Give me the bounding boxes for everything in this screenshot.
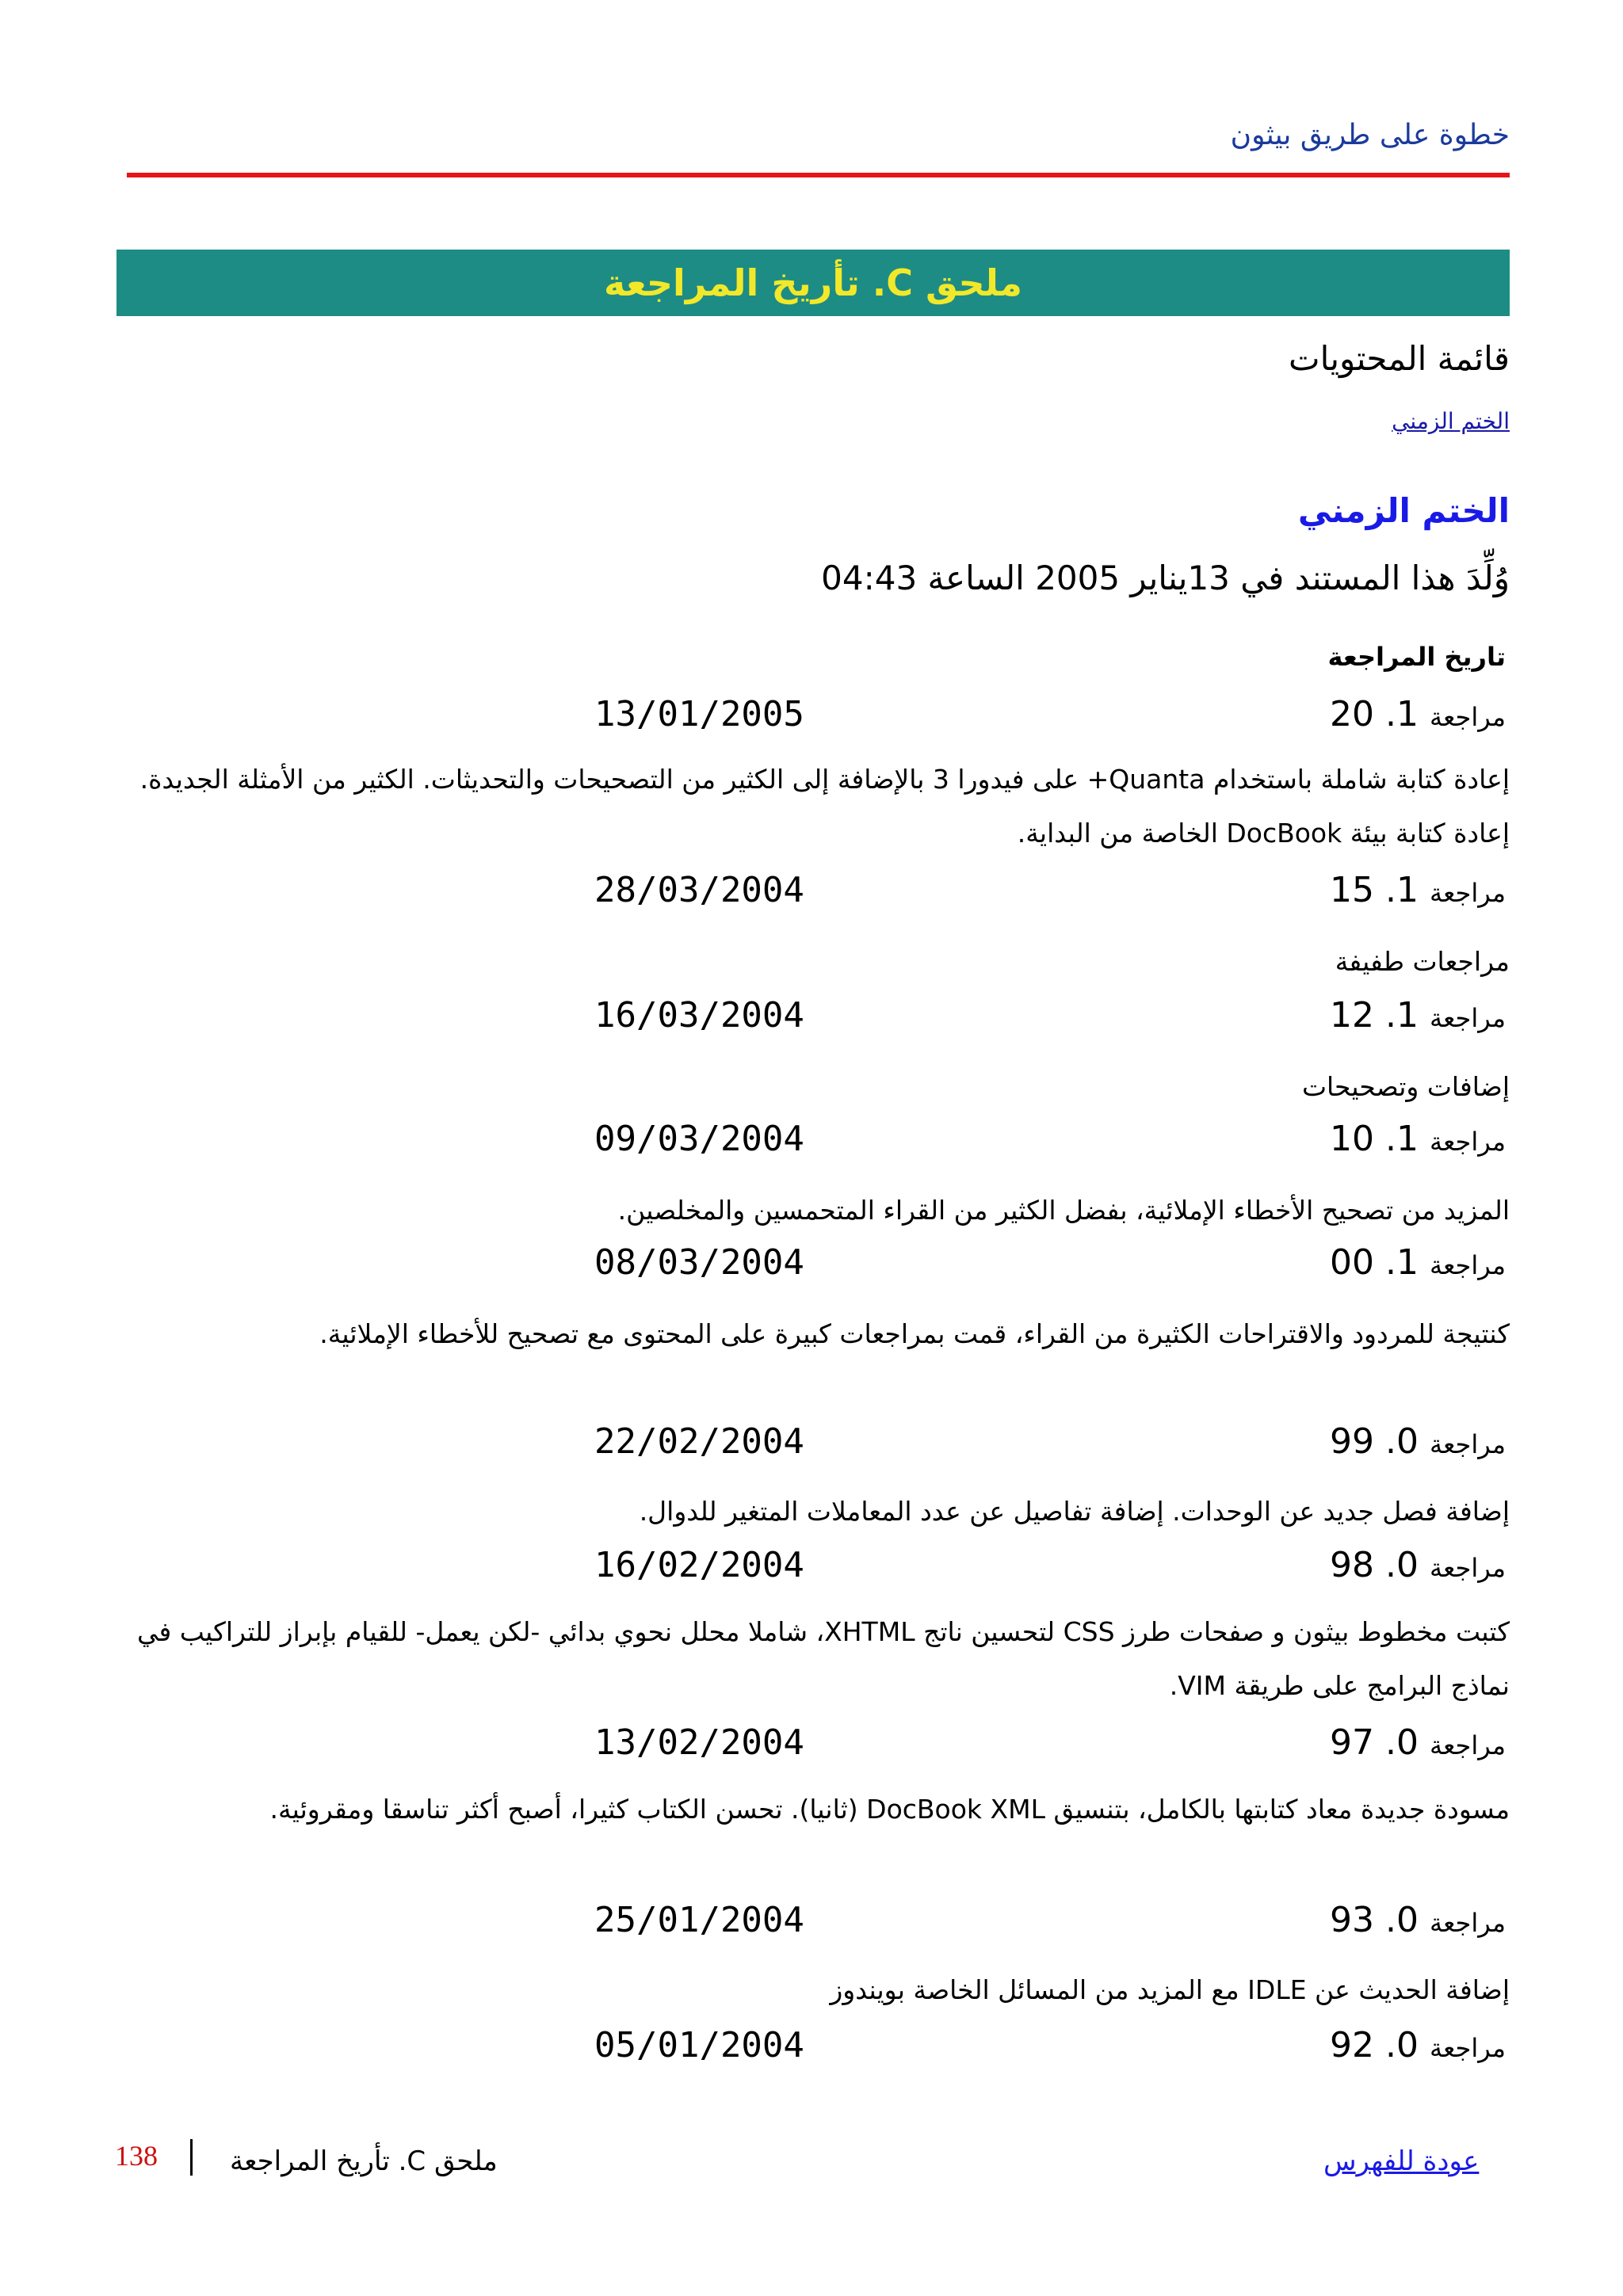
revision-label: مراجعة [1429,2033,1506,2063]
page-number: 138 [115,2140,158,2172]
section-heading: الختم الزمني [1297,491,1510,530]
revision-number [1189,995,1506,1035]
back-to-index-link[interactable]: عودة للفهرس [1323,2145,1480,2177]
revision-note: المزيد من تصحيح الأخطاء الإملائية، بفضل الكثير من القراء المتحمسين والمخلصين. [617,1195,1510,1226]
generated-timestamp: وُلِّدَ هذا المستند في 13يناير 2005 الساعة 04:43 [821,559,1510,597]
revision-label: مراجعة [1429,702,1506,732]
revision-number [1189,1421,1506,1462]
revision-note: كتبت مخطوط بيثون و صفحات طرز CSS لتحسين ناتج XHTML، شاملا محلل نحوي بدائي -لكن يعمل- للقيام بإبراز للتراكيب في نماذج البرامج على طريقة VIM. [136,1616,1510,1701]
revision-date: 13/02/2004 [594,1722,804,1763]
revision-number [1189,1722,1506,1763]
revision-note: إضافة الحديث عن IDLE مع المزيد من المسائل الخاصة بويندوز [830,1974,1510,2005]
running-header: خطوة على طريق بيثون [1230,119,1510,151]
revision-date: 08/03/2004 [594,1242,804,1283]
revision-date: 13/01/2005 [594,694,804,734]
header-rule [127,173,1510,177]
revision-label: مراجعة [1429,1127,1506,1157]
revision-value: 0. 92 [1329,2025,1419,2065]
revision-label: مراجعة [1429,1730,1506,1760]
toc-link-timestamp[interactable]: الختم الزمني [1392,408,1510,434]
revision-number [1189,694,1506,734]
revision-note: مسودة جديدة معاد كتابتها بالكامل، بتنسيق DocBook XML (ثانيا). تحسن الكتاب كثيرا، أصبح أكثر تناسقا ومقروئية. [269,1794,1510,1825]
revision-value: 1. 10 [1329,1119,1419,1159]
toc-heading: قائمة المحتويات [1289,339,1510,378]
revision-note: إضافة فصل جديد عن الوحدات. إضافة تفاصيل عن عدد المعاملات المتغير للدوال. [639,1496,1510,1527]
revision-history-title: تاريخ المراجعة [1327,642,1506,672]
footer-chapter-title: ملحق C. تأريخ المراجعة [230,2145,498,2177]
revision-label: مراجعة [1429,878,1506,908]
revision-note: إضافات وتصحيحات [1301,1071,1510,1102]
page-title: ملحق C. تأريخ المراجعة [604,261,1022,304]
revision-note: مراجعات طفيفة [1335,946,1510,977]
revision-number [1189,1242,1506,1283]
revision-note: إعادة كتابة شاملة باستخدام Quanta+ على فيدورا 3 بالإضافة إلى الكثير من التصحيحات والتحديثات. الكثير من الأمثلة الجديدة. إعادة كتابة بيئة DocBook الخاصة من البداية. [139,764,1510,849]
revision-value: 1. 20 [1329,694,1419,734]
revision-number [1189,1119,1506,1159]
revision-date: 05/01/2004 [594,2025,804,2065]
revision-label: مراجعة [1429,1250,1506,1280]
revision-label: مراجعة [1429,1003,1506,1033]
revision-date: 25/01/2004 [594,1900,804,1940]
revision-value: 0. 98 [1329,1545,1419,1585]
revision-label: مراجعة [1429,1553,1506,1583]
revision-value: 1. 00 [1329,1242,1419,1283]
revision-note: كنتيجة للمردود والاقتراحات الكثيرة من القراء، قمت بمراجعات كبيرة على المحتوى مع تصحيح للأخطاء الإملائية. [319,1318,1510,1349]
title-bar [116,250,1510,316]
revision-date: 16/02/2004 [594,1545,804,1585]
revision-label: مراجعة [1429,1908,1506,1938]
revision-value: 0. 99 [1329,1421,1419,1462]
revision-date: 22/02/2004 [594,1421,804,1462]
revision-value: 0. 97 [1329,1722,1419,1763]
revision-number [1189,2025,1506,2065]
revision-label: مراجعة [1429,1429,1506,1459]
revision-value: 1. 12 [1329,995,1419,1035]
footer-separator [190,2139,193,2176]
revision-value: 1. 15 [1329,870,1419,910]
revision-date: 28/03/2004 [594,870,804,910]
revision-number [1189,1900,1506,1940]
revision-number [1189,870,1506,910]
revision-date: 09/03/2004 [594,1119,804,1159]
revision-number [1189,1545,1506,1585]
revision-value: 0. 93 [1329,1900,1419,1940]
revision-date: 16/03/2004 [594,995,804,1035]
